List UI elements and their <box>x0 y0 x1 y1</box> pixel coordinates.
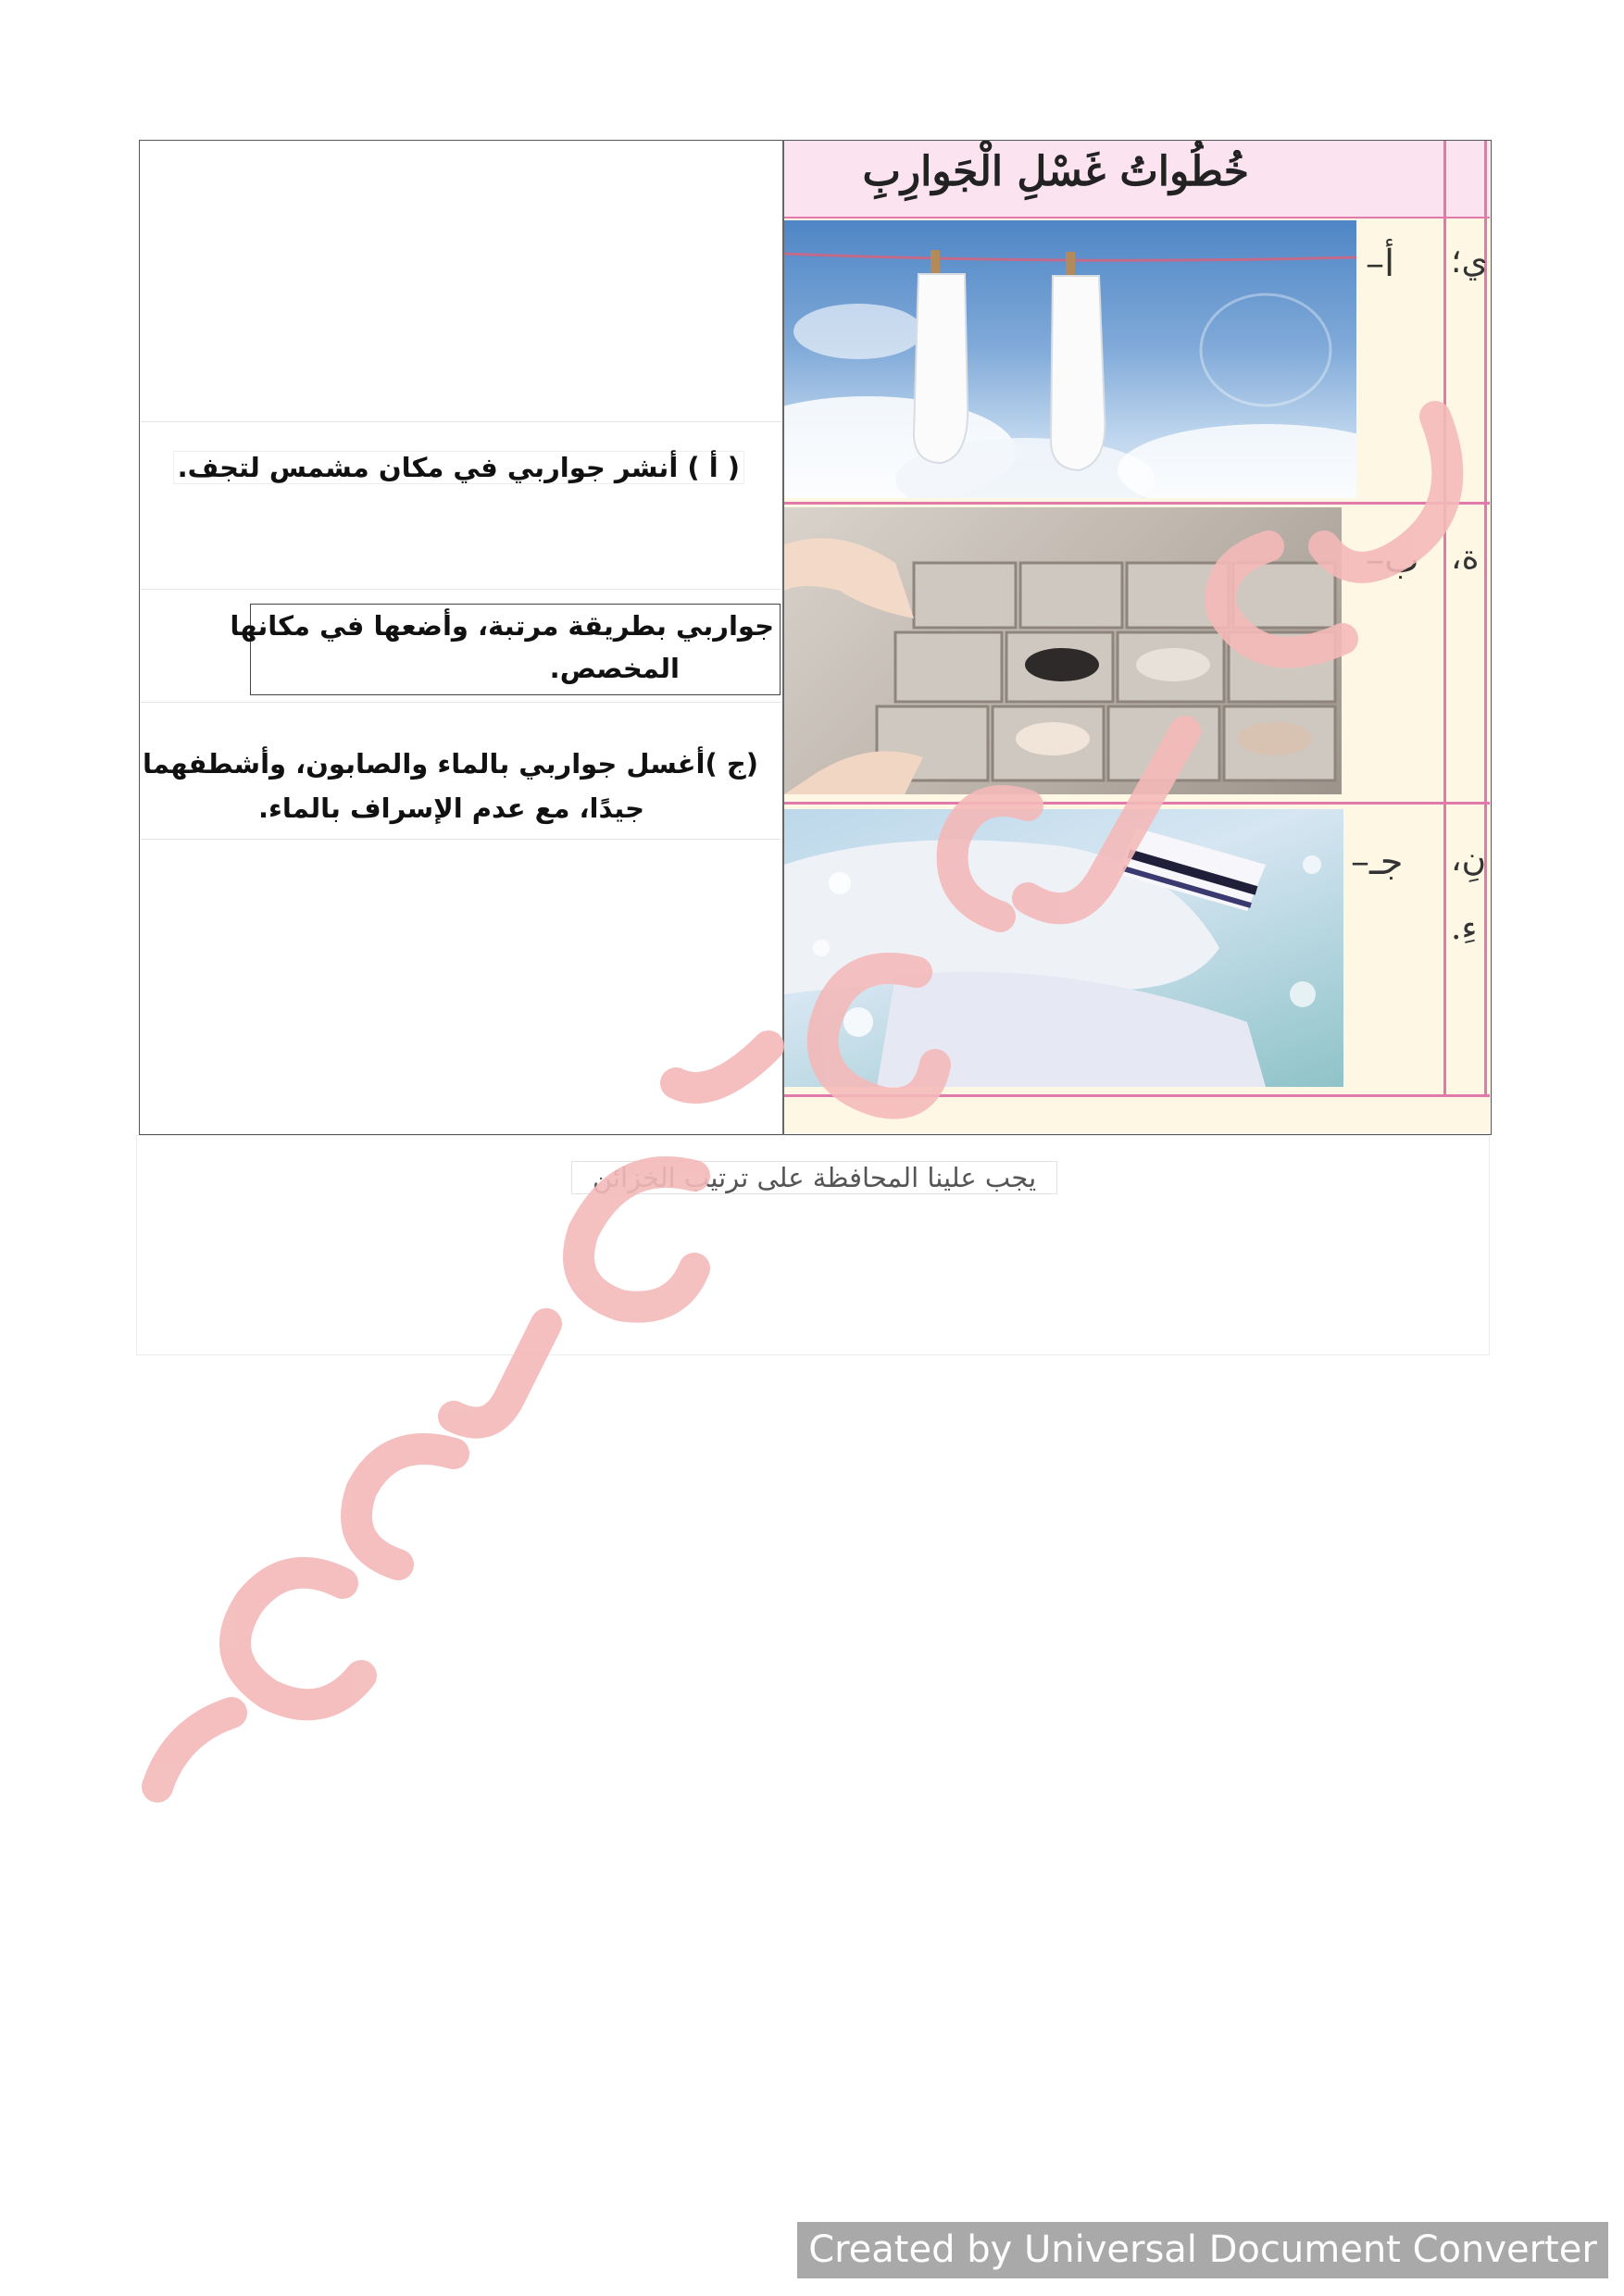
step-letter-b: ب– <box>1366 539 1419 581</box>
clipped-text: ءِ. <box>1451 909 1478 947</box>
clipped-text: ي؛ <box>1451 243 1488 281</box>
answer-item-b-line1: جواربي بطريقة مرتبة، وأضعها في مكانها <box>230 610 774 642</box>
pink-edge-rule <box>1484 141 1487 1133</box>
panel-footer-strip <box>784 1097 1490 1133</box>
answer-item-c-line1: (ج )أغسل جواربي بالماء والصابون، وأشطفهما <box>142 748 758 780</box>
book-header <box>784 141 1490 218</box>
note-text: يجب علينا المحافظة على ترتيب الخزائن <box>571 1161 1057 1194</box>
socks-washing-illustration <box>784 809 1343 1087</box>
clipped-text: ة، <box>1451 539 1480 577</box>
step-letter-c: جـ– <box>1351 841 1404 883</box>
socks-drawer-photo <box>784 507 1342 794</box>
answer-item-b-line2: المخصص. <box>549 653 680 684</box>
row-rule <box>141 589 781 590</box>
socks-drying-illustration <box>784 220 1356 498</box>
pink-row-rule <box>784 802 1490 805</box>
step-letter-a: أ– <box>1366 243 1395 285</box>
converter-badge: Created by Universal Document Converter <box>797 2222 1608 2278</box>
answer-item-a: ( أ ) أنشر جواربي في مكان مشمس لتجف. <box>173 451 744 484</box>
socks-drying-photo <box>784 220 1356 498</box>
textbook-scan <box>784 141 1490 1133</box>
drawer-organizer-illustration <box>784 507 1342 794</box>
pink-row-rule <box>784 502 1490 505</box>
row-rule <box>141 839 781 840</box>
clipped-text: نِ، <box>1451 841 1487 879</box>
book-title: خُطُواتُ غَسْلِ الْجَوارِبِ <box>862 148 1249 195</box>
answer-item-c-line2: جيدًا، مع عدم الإسراف بالماء. <box>258 792 644 824</box>
row-rule <box>141 702 781 703</box>
socks-washing-photo <box>784 809 1343 1087</box>
answer-item-b-box <box>230 604 781 695</box>
row-rule <box>141 421 781 422</box>
pink-column-rule <box>1443 141 1446 1133</box>
